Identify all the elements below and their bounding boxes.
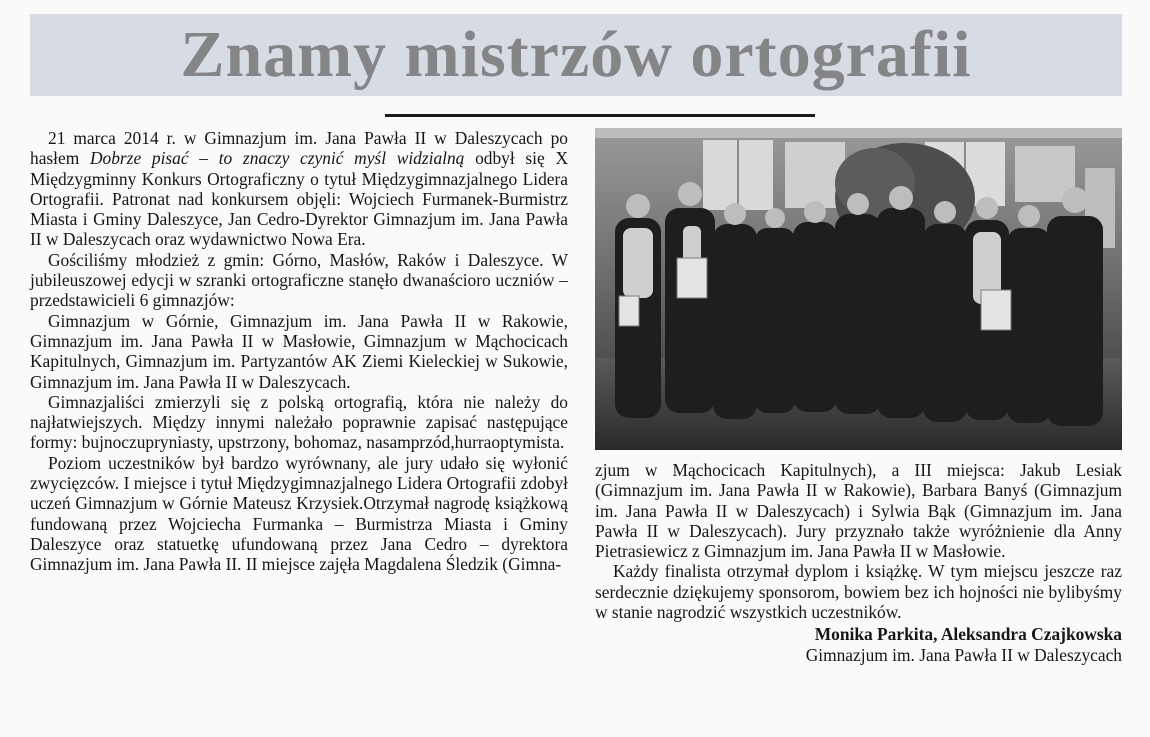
- article-paragraph: [30, 250, 568, 311]
- paragraph-text: odbył się X Międzygminny Konkurs Ortograficzny o tytuł Międzygimnazjalnego Lidera Ortografii. Patronat nad konkursem objęli: Wojciech Furmanek-Burmistrz Miasta i Gminy Daleszyce, Jan Cedro-Dyrektor Gimnazjum im. Jana Pawła II w Daleszycach oraz wydawnictwo Nowa Era.: [30, 148, 568, 250]
- group-photo-image: [595, 128, 1122, 450]
- article-paragraph: [30, 392, 568, 453]
- paragraph-text: Gościliśmy młodzież z gmin: Górno, Masłów, Raków i Daleszyce. W jubileuszowej edycji w szranki ortograficzne stanęło dwanaścioro uczniów – przedstawicieli 6 gimnazjów:: [30, 249, 568, 311]
- author-names: Monika Parkita, Aleksandra Czajkowska: [814, 624, 1122, 645]
- paragraph-text: Każdy finalista otrzymał dyplom i książkę. W tym miejscu jeszcze raz serdecznie dziękujemy sponsorom, bowiem bez ich hojności nie bylibyśmy w stanie nagrodzić wszystkich uczestników.: [595, 561, 1122, 623]
- group-photo: [595, 128, 1122, 450]
- headline-banner: [30, 14, 1122, 96]
- article-paragraph: [595, 561, 1122, 622]
- article-paragraph: [595, 460, 1122, 561]
- paragraph-text: Poziom uczestników był bardzo wyrównany, ale jury udało się wyłonić zwycięzców. I miejsce i tytuł Międzygimnazjalnego Lidera Ortografii zdobył uczeń Gimnazjum w Górnie Mateusz Krzysiek.Otrzymał nagrodę książkową fundowaną przez Wojciecha Furmanka – Burmistrza Miasta i Gminy Daleszyce oraz statuetkę ufundowaną przez Jana Cedro – dyrektora Gimnazjum im. Jana Pawła II. II miejsce zajęła Magdalena Śledzik (Gimna-: [30, 452, 568, 575]
- paragraph-text: 21 marca 2014 r. w Gimnazjum im. Jana Pawła II w Daleszycach po hasłem: [30, 128, 568, 169]
- author-school: Gimnazjum im. Jana Pawła II w Daleszycach: [805, 644, 1122, 665]
- right-text-column: [595, 460, 1122, 665]
- title-divider: [385, 114, 815, 117]
- italic-motto: Dobrze pisać – to znaczy czynić myśl widzialną: [89, 148, 465, 169]
- article-paragraph: [30, 311, 568, 392]
- article-paragraph: [30, 128, 568, 250]
- paragraph-text: zjum w Mąchocicach Kapitulnych), a III miejsca: Jakub Lesiak (Gimnazjum im. Jana Pawła II w Rakowie), Barbara Banyś (Gimnazjum im. Jana Pawła II w Daleszycach) i Sylwia Bąk (Gimnazjum im. Jana Pawła II w Daleszycach). Jury przyznało także wyróżnienie dla Anny Pietrasiewicz z Gimnazjum im. Jana Pawła II w Masłowie.: [595, 460, 1122, 562]
- paragraph-text: Gimnazjaliści zmierzyli się z polską ortografią, która nie należy do najłatwiejszych. Między innymi należało poprawnie zapisać następujące formy: bujnoczupryniasty, upstrzony, bohomaz, nasamprzód,hurraoptymista.: [30, 391, 568, 453]
- paragraph-text: Gimnazjum w Górnie, Gimnazjum im. Jana Pawła II w Rakowie, Gimnazjum im. Jana Pawła II w Masłowie, Gimnazjum w Mąchocicach Kapitulnych, Gimnazjum im. Partyzantów AK Ziemi Kieleckiej w Sukowie, Gimnazjum im. Jana Pawła II w Daleszycach.: [30, 310, 568, 392]
- article-signature: [595, 624, 1122, 665]
- left-text-column: [30, 128, 568, 575]
- article-title: Znamy mistrzów ortografii: [180, 18, 972, 91]
- article-paragraph: [30, 453, 568, 575]
